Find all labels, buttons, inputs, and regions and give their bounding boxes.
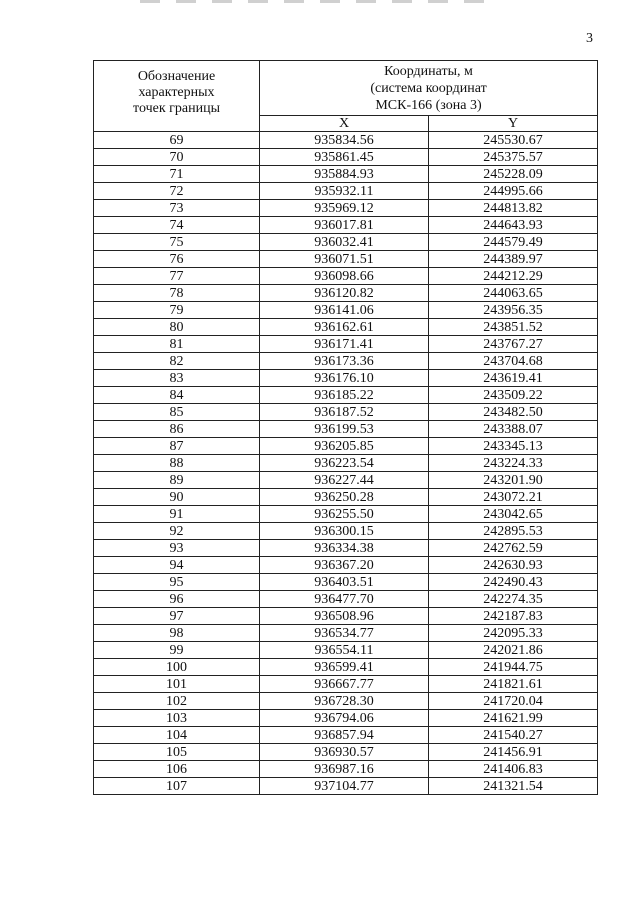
table-row (94, 506, 598, 523)
x-coordinate-cell: 936599.41 (260, 659, 429, 676)
y-coordinate-cell: 244063.65 (429, 285, 598, 302)
x-coordinate-cell: 936120.82 (260, 285, 429, 302)
x-coordinate-cell: 935834.56 (260, 132, 429, 149)
y-coordinate-cell: 244579.49 (429, 234, 598, 251)
x-coordinate-cell: 935969.12 (260, 200, 429, 217)
x-coordinate-cell: 936300.15 (260, 523, 429, 540)
x-coordinate-cell: 936205.85 (260, 438, 429, 455)
x-coordinate-cell: 935932.11 (260, 183, 429, 200)
y-coordinate-cell: 241821.61 (429, 676, 598, 693)
table-row (94, 455, 598, 472)
table-row (94, 353, 598, 370)
y-coordinate-cell: 244643.93 (429, 217, 598, 234)
point-number-cell: 74 (94, 217, 260, 234)
x-coordinate-cell: 936987.16 (260, 761, 429, 778)
x-coordinate-cell: 937104.77 (260, 778, 429, 795)
y-coordinate-cell: 244813.82 (429, 200, 598, 217)
point-number-cell: 85 (94, 404, 260, 421)
table-row (94, 693, 598, 710)
header-coordinates-line: Координаты, м (384, 64, 473, 79)
header-coordinates (260, 61, 598, 116)
table-row (94, 659, 598, 676)
x-coordinate-cell: 936255.50 (260, 506, 429, 523)
y-coordinate-cell: 241456.91 (429, 744, 598, 761)
point-number-cell: 80 (94, 319, 260, 336)
x-coordinate-cell: 936367.20 (260, 557, 429, 574)
header-coordinates-line: МСК-166 (зона 3) (375, 98, 482, 113)
point-number-cell: 106 (94, 761, 260, 778)
y-coordinate-cell: 242187.83 (429, 608, 598, 625)
y-coordinate-cell: 243224.33 (429, 455, 598, 472)
table-row (94, 132, 598, 149)
point-number-cell: 94 (94, 557, 260, 574)
x-coordinate-cell: 936477.70 (260, 591, 429, 608)
x-coordinate-cell: 936171.41 (260, 336, 429, 353)
table-row (94, 421, 598, 438)
point-number-cell: 89 (94, 472, 260, 489)
y-coordinate-cell: 243956.35 (429, 302, 598, 319)
x-coordinate-cell: 936227.44 (260, 472, 429, 489)
table-row (94, 727, 598, 744)
table-row (94, 710, 598, 727)
table-row (94, 404, 598, 421)
header-points-line: характерных (138, 85, 215, 100)
y-coordinate-cell: 244389.97 (429, 251, 598, 268)
y-coordinate-cell: 243767.27 (429, 336, 598, 353)
point-number-cell: 84 (94, 387, 260, 404)
header-points-line: Обозначение (137, 69, 216, 84)
y-coordinate-cell: 244995.66 (429, 183, 598, 200)
table-row (94, 149, 598, 166)
table-row (94, 251, 598, 268)
y-coordinate-cell: 242021.86 (429, 642, 598, 659)
table-row (94, 217, 598, 234)
header-points (94, 61, 260, 132)
table-row (94, 744, 598, 761)
y-coordinate-cell: 245530.67 (429, 132, 598, 149)
point-number-cell: 77 (94, 268, 260, 285)
x-coordinate-cell: 936857.94 (260, 727, 429, 744)
point-number-cell: 75 (94, 234, 260, 251)
x-coordinate-cell: 936667.77 (260, 676, 429, 693)
point-number-cell: 100 (94, 659, 260, 676)
header-coordinates-line: (система координат (370, 81, 487, 96)
point-number-cell: 97 (94, 608, 260, 625)
point-number-cell: 70 (94, 149, 260, 166)
point-number-cell: 102 (94, 693, 260, 710)
x-coordinate-cell: 936162.61 (260, 319, 429, 336)
table-row (94, 166, 598, 183)
y-coordinate-cell: 241540.27 (429, 727, 598, 744)
x-coordinate-cell: 936728.30 (260, 693, 429, 710)
y-coordinate-cell: 243388.07 (429, 421, 598, 438)
y-coordinate-cell: 243704.68 (429, 353, 598, 370)
x-coordinate-cell: 935884.93 (260, 166, 429, 183)
x-coordinate-cell: 936199.53 (260, 421, 429, 438)
point-number-cell: 96 (94, 591, 260, 608)
table-row (94, 234, 598, 251)
table-row (94, 336, 598, 353)
y-coordinate-cell: 241621.99 (429, 710, 598, 727)
y-coordinate-cell: 241944.75 (429, 659, 598, 676)
table-row (94, 183, 598, 200)
point-number-cell: 86 (94, 421, 260, 438)
table-row (94, 200, 598, 217)
table-row (94, 540, 598, 557)
y-coordinate-cell: 241321.54 (429, 778, 598, 795)
x-coordinate-cell: 936930.57 (260, 744, 429, 761)
y-coordinate-cell: 242762.59 (429, 540, 598, 557)
point-number-cell: 71 (94, 166, 260, 183)
x-coordinate-cell: 936098.66 (260, 268, 429, 285)
x-coordinate-cell: 936071.51 (260, 251, 429, 268)
point-number-cell: 73 (94, 200, 260, 217)
point-number-cell: 81 (94, 336, 260, 353)
y-coordinate-cell: 243201.90 (429, 472, 598, 489)
point-number-cell: 101 (94, 676, 260, 693)
point-number-cell: 95 (94, 574, 260, 591)
table-row (94, 591, 598, 608)
point-number-cell: 104 (94, 727, 260, 744)
x-coordinate-cell: 936403.51 (260, 574, 429, 591)
table-row (94, 676, 598, 693)
point-number-cell: 92 (94, 523, 260, 540)
x-coordinate-cell: 936794.06 (260, 710, 429, 727)
point-number-cell: 69 (94, 132, 260, 149)
point-number-cell: 82 (94, 353, 260, 370)
x-coordinate-cell: 936554.11 (260, 642, 429, 659)
table-row (94, 302, 598, 319)
table-row (94, 608, 598, 625)
point-number-cell: 76 (94, 251, 260, 268)
y-coordinate-cell: 243042.65 (429, 506, 598, 523)
y-coordinate-cell: 243619.41 (429, 370, 598, 387)
point-number-cell: 99 (94, 642, 260, 659)
table-row (94, 761, 598, 778)
x-coordinate-cell: 936334.38 (260, 540, 429, 557)
y-coordinate-cell: 242095.33 (429, 625, 598, 642)
table-row (94, 557, 598, 574)
x-coordinate-cell: 936185.22 (260, 387, 429, 404)
table-row (94, 370, 598, 387)
table-header-row (94, 61, 598, 116)
table-row (94, 625, 598, 642)
table-row (94, 438, 598, 455)
x-coordinate-cell: 935861.45 (260, 149, 429, 166)
y-coordinate-cell: 243509.22 (429, 387, 598, 404)
table-row (94, 778, 598, 795)
scan-artifact (140, 0, 500, 3)
table-row (94, 387, 598, 404)
y-coordinate-cell: 242895.53 (429, 523, 598, 540)
point-number-cell: 90 (94, 489, 260, 506)
page-number: 3 (586, 31, 593, 46)
table-row (94, 489, 598, 506)
header-x: X (260, 116, 429, 132)
point-number-cell: 87 (94, 438, 260, 455)
header-y: Y (429, 116, 598, 132)
x-coordinate-cell: 936141.06 (260, 302, 429, 319)
table-row (94, 642, 598, 659)
point-number-cell: 88 (94, 455, 260, 472)
point-number-cell: 78 (94, 285, 260, 302)
point-number-cell: 103 (94, 710, 260, 727)
x-coordinate-cell: 936173.36 (260, 353, 429, 370)
table-row (94, 285, 598, 302)
y-coordinate-cell: 242490.43 (429, 574, 598, 591)
y-coordinate-cell: 241406.83 (429, 761, 598, 778)
table-row (94, 574, 598, 591)
x-coordinate-cell: 936223.54 (260, 455, 429, 472)
table-row (94, 319, 598, 336)
x-coordinate-cell: 936508.96 (260, 608, 429, 625)
point-number-cell: 79 (94, 302, 260, 319)
y-coordinate-cell: 242630.93 (429, 557, 598, 574)
y-coordinate-cell: 242274.35 (429, 591, 598, 608)
x-coordinate-cell: 936032.41 (260, 234, 429, 251)
x-coordinate-cell: 936176.10 (260, 370, 429, 387)
x-coordinate-cell: 936187.52 (260, 404, 429, 421)
point-number-cell: 105 (94, 744, 260, 761)
y-coordinate-cell: 244212.29 (429, 268, 598, 285)
y-coordinate-cell: 243851.52 (429, 319, 598, 336)
y-coordinate-cell: 243345.13 (429, 438, 598, 455)
x-coordinate-cell: 936250.28 (260, 489, 429, 506)
table-row (94, 268, 598, 285)
table-row (94, 472, 598, 489)
table-body (94, 132, 598, 795)
y-coordinate-cell: 243482.50 (429, 404, 598, 421)
table-row (94, 523, 598, 540)
point-number-cell: 93 (94, 540, 260, 557)
point-number-cell: 91 (94, 506, 260, 523)
header-points-line: точек границы (133, 101, 220, 116)
y-coordinate-cell: 241720.04 (429, 693, 598, 710)
x-coordinate-cell: 936017.81 (260, 217, 429, 234)
y-coordinate-cell: 245375.57 (429, 149, 598, 166)
x-coordinate-cell: 936534.77 (260, 625, 429, 642)
point-number-cell: 72 (94, 183, 260, 200)
point-number-cell: 83 (94, 370, 260, 387)
point-number-cell: 98 (94, 625, 260, 642)
y-coordinate-cell: 245228.09 (429, 166, 598, 183)
coordinates-table (93, 60, 598, 795)
y-coordinate-cell: 243072.21 (429, 489, 598, 506)
point-number-cell: 107 (94, 778, 260, 795)
